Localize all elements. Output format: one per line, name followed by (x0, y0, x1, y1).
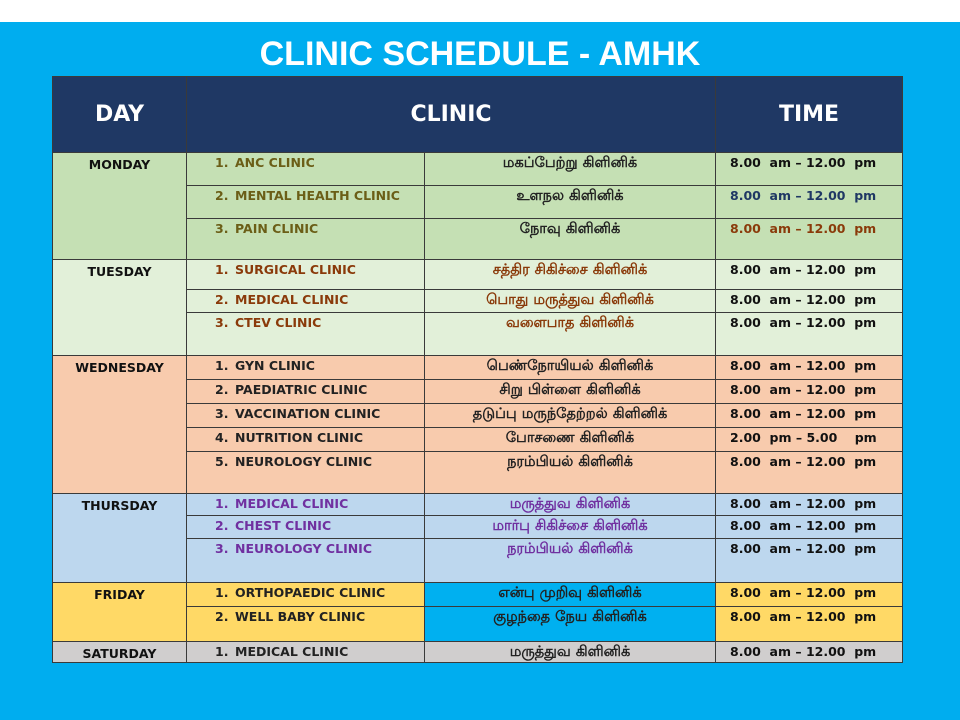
clinic-number: 2. (215, 518, 229, 533)
clinic-name-tamil: மகப்பேற்று கிளினிக் (425, 153, 716, 186)
clinic-number: 1. (215, 644, 229, 659)
clinic-number: 3. (215, 315, 229, 330)
clinic-time: 8.00 am – 12.00 pm (716, 260, 903, 290)
clinic-name-tamil: வளைபாத கிளினிக் (425, 313, 716, 356)
clinic-time: 8.00 am – 12.00 pm (716, 642, 903, 663)
clinic-number: 4. (215, 430, 229, 445)
day-cell: WEDNESDAY (53, 356, 187, 494)
clinic-number: 2. (215, 382, 229, 397)
clinic-number: 1. (215, 358, 229, 373)
clinic-name-text: VACCINATION CLINIC (235, 406, 381, 421)
clinic-name (187, 186, 425, 219)
clinic-name-tamil: என்பு முறிவு கிளினிக் (425, 583, 716, 607)
clinic-name-text: MEDICAL CLINIC (235, 644, 349, 659)
day-cell: SATURDAY (53, 642, 187, 663)
header-row (53, 77, 903, 153)
clinic-name (187, 452, 425, 494)
time-header: TIME (716, 77, 903, 153)
clinic-name-tamil: மார்பு சிகிச்சை கிளினிக் (425, 516, 716, 539)
clinic-time: 8.00 am – 12.00 pm (716, 186, 903, 219)
clinic-schedule-table (52, 76, 903, 663)
clinic-name-tamil: குழந்தை நேய கிளினிக் (425, 607, 716, 642)
clinic-name (187, 290, 425, 313)
clinic-number: 3. (215, 406, 229, 421)
clinic-name (187, 494, 425, 516)
clinic-name-tamil: நோவு கிளினிக் (425, 219, 716, 260)
clinic-name-tamil: சத்திர சிகிச்சை கிளினிக் (425, 260, 716, 290)
table-row (53, 260, 903, 290)
clinic-name (187, 380, 425, 404)
clinic-number: 3. (215, 541, 229, 556)
page-title: CLINIC SCHEDULE - AMHK (259, 35, 701, 73)
day-cell: FRIDAY (53, 583, 187, 642)
clinic-time: 8.00 am – 12.00 pm (716, 380, 903, 404)
clinic-name-text: PAEDIATRIC CLINIC (235, 382, 368, 397)
clinic-time: 8.00 am – 12.00 pm (716, 539, 903, 583)
clinic-time: 8.00 am – 12.00 pm (716, 583, 903, 607)
clinic-number: 2. (215, 188, 229, 203)
clinic-number: 5. (215, 454, 229, 469)
clinic-name-tamil: நரம்பியல் கிளினிக் (425, 539, 716, 583)
clinic-name (187, 153, 425, 186)
clinic-number: 3. (215, 221, 229, 236)
clinic-name (187, 313, 425, 356)
clinic-name (187, 260, 425, 290)
clinic-time: 8.00 am – 12.00 pm (716, 494, 903, 516)
clinic-number: 2. (215, 609, 229, 624)
clinic-name-text: NEUROLOGY CLINIC (235, 541, 373, 556)
clinic-name-text: MENTAL HEALTH CLINIC (235, 188, 400, 203)
clinic-name (187, 219, 425, 260)
clinic-name-text: ORTHOPAEDIC CLINIC (235, 585, 386, 600)
day-cell: MONDAY (53, 153, 187, 260)
clinic-name (187, 539, 425, 583)
clinic-number: 1. (215, 155, 229, 170)
clinic-name (187, 356, 425, 380)
clinic-name-text: MEDICAL CLINIC (235, 496, 349, 511)
day-header: DAY (53, 77, 187, 153)
clinic-time: 8.00 am – 12.00 pm (716, 356, 903, 380)
clinic-name-tamil: மருத்துவ கிளினிக் (425, 494, 716, 516)
clinic-name-text: CHEST CLINIC (235, 518, 332, 533)
clinic-name-tamil: மருத்துவ கிளினிக் (425, 642, 716, 663)
clinic-name (187, 583, 425, 607)
day-cell: TUESDAY (53, 260, 187, 356)
clinic-name-text: SURGICAL CLINIC (235, 262, 356, 277)
clinic-name-tamil: உளநல கிளினிக் (425, 186, 716, 219)
clinic-name-text: GYN CLINIC (235, 358, 315, 373)
clinic-name (187, 428, 425, 452)
clinic-name (187, 642, 425, 663)
table-row (53, 642, 903, 663)
clinic-time: 8.00 am – 12.00 pm (716, 516, 903, 539)
clinic-name (187, 607, 425, 642)
clinic-time: 8.00 am – 12.00 pm (716, 153, 903, 186)
clinic-name (187, 516, 425, 539)
table-row (53, 356, 903, 380)
clinic-number: 1. (215, 585, 229, 600)
clinic-number: 1. (215, 262, 229, 277)
clinic-name-text: NEUROLOGY CLINIC (235, 454, 373, 469)
clinic-time: 8.00 am – 12.00 pm (716, 219, 903, 260)
clinic-header: CLINIC (187, 77, 716, 153)
clinic-time: 8.00 am – 12.00 pm (716, 404, 903, 428)
table-row (53, 583, 903, 607)
clinic-name-text: MEDICAL CLINIC (235, 292, 349, 307)
clinic-name-tamil: போசணை கிளினிக் (425, 428, 716, 452)
clinic-time: 2.00 pm – 5.00 pm (716, 428, 903, 452)
table-row (53, 494, 903, 516)
clinic-name-tamil: தடுப்பு மருந்தேற்றல் கிளினிக் (425, 404, 716, 428)
clinic-name-text: CTEV CLINIC (235, 315, 322, 330)
clinic-number: 1. (215, 496, 229, 511)
day-cell: THURSDAY (53, 494, 187, 583)
clinic-name-text: ANC CLINIC (235, 155, 315, 170)
clinic-name-tamil: பொது மருத்துவ கிளினிக் (425, 290, 716, 313)
clinic-time: 8.00 am – 12.00 pm (716, 452, 903, 494)
clinic-time: 8.00 am – 12.00 pm (716, 607, 903, 642)
clinic-name-text: PAIN CLINIC (235, 221, 319, 236)
clinic-name-tamil: சிறு பிள்ளை கிளினிக் (425, 380, 716, 404)
clinic-name-tamil: நரம்பியல் கிளினிக் (425, 452, 716, 494)
clinic-name-text: WELL BABY CLINIC (235, 609, 366, 624)
clinic-name (187, 404, 425, 428)
clinic-name-tamil: பெண்நோயியல் கிளினிக் (425, 356, 716, 380)
clinic-time: 8.00 am – 12.00 pm (716, 313, 903, 356)
table-row (53, 153, 903, 186)
clinic-time: 8.00 am – 12.00 pm (716, 290, 903, 313)
clinic-number: 2. (215, 292, 229, 307)
clinic-name-text: NUTRITION CLINIC (235, 430, 364, 445)
